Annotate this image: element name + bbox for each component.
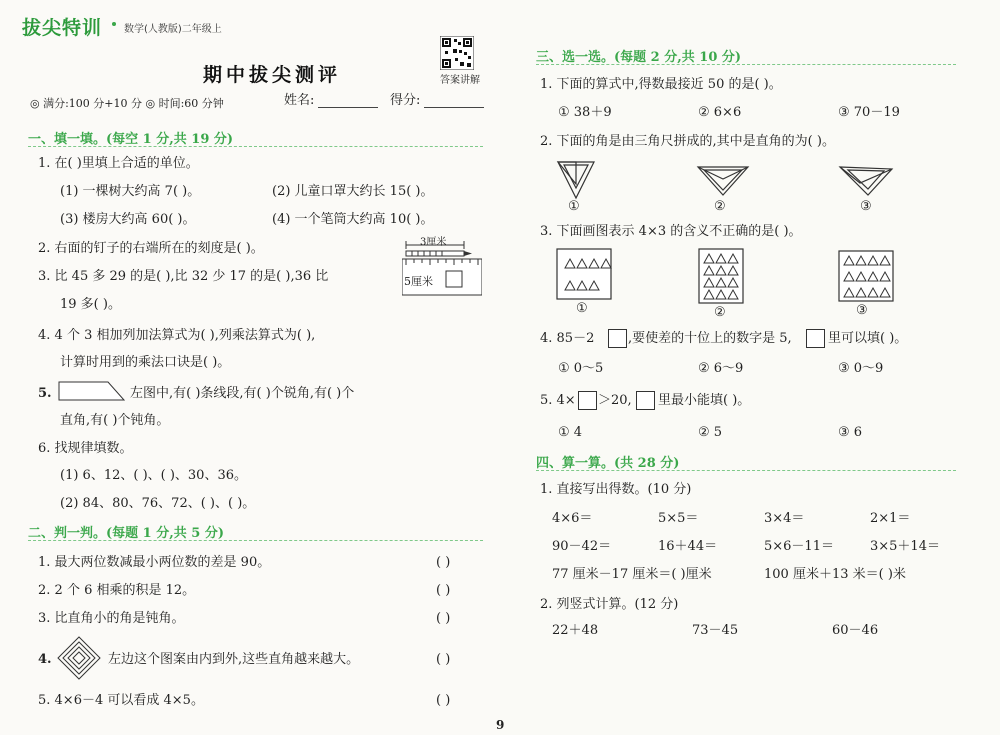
- calc-item: 77 厘米－17 厘米＝( )厘米: [552, 567, 712, 582]
- choose-q4-part2: ,要使差的十位上的数字是 5,: [628, 331, 792, 346]
- qr-code-icon[interactable]: [440, 36, 474, 70]
- triangle-grid-3-icon: [838, 250, 894, 302]
- choose-q2-opt3[interactable]: ③: [860, 199, 872, 214]
- judge-q3: 3. 比直角小的角是钝角。: [38, 611, 185, 626]
- choose-q4-opt1[interactable]: ① 0～5: [558, 361, 604, 376]
- right-page: [500, 0, 1000, 735]
- fill-q1a: (1) 一棵树大约高 7( )。: [60, 184, 201, 199]
- choose-q5-part2: ＞20,: [598, 393, 632, 408]
- calc-item: 4×6＝: [552, 511, 593, 526]
- fill-q5-number: 5.: [38, 386, 52, 401]
- fill-q6b: (2) 84、80、76、72、( )、( )。: [60, 496, 256, 511]
- choose-q2: 2. 下面的角是由三角尺拼成的,其中是直角的为( )。: [540, 134, 835, 149]
- calc-item: 5×5＝: [658, 511, 699, 526]
- judge-q1-answer[interactable]: ( ): [436, 555, 451, 570]
- section-calc-title: 四、算一算。(共 28 分): [536, 456, 680, 471]
- calc-item: 22＋48: [552, 623, 599, 638]
- judge-q3-answer[interactable]: ( ): [436, 611, 451, 626]
- fill-q4a: 4. 4 个 3 相加列加法算式为( ),列乘法算式为( ),: [38, 328, 316, 343]
- choose-q2-opt1[interactable]: ①: [568, 199, 580, 214]
- set-square-angle-1-icon: [556, 160, 596, 202]
- calc-item: 73－45: [692, 623, 739, 638]
- section-fill-title: 一、填一填。(每空 1 分,共 19 分): [28, 132, 234, 147]
- set-square-angle-3-icon: [838, 165, 894, 199]
- judge-q5-answer[interactable]: ( ): [436, 693, 451, 708]
- calc-item: 3×4＝: [764, 511, 805, 526]
- section-divider: [28, 146, 483, 147]
- fill-q6: 6. 找规律填数。: [38, 441, 133, 456]
- name-label: 姓名:: [284, 93, 315, 108]
- choose-q5-opt2[interactable]: ② 5: [698, 425, 723, 440]
- fill-q1: 1. 在( )里填上合适的单位。: [38, 156, 199, 171]
- calc-item: 90－42＝: [552, 539, 612, 554]
- qr-label: 答案讲解: [440, 75, 480, 86]
- calc-q2: 2. 列竖式计算。(12 分): [540, 597, 679, 612]
- nested-angles-icon: [56, 635, 102, 681]
- answer-box[interactable]: [608, 329, 627, 348]
- triangle-grid-1-icon: [556, 248, 612, 300]
- judge-q4-answer[interactable]: ( ): [436, 652, 451, 667]
- fill-q6a: (1) 6、12、( )、( )、30、36。: [60, 468, 247, 483]
- choose-q1-opt1[interactable]: ① 38＋9: [558, 105, 612, 120]
- ruler-side-label: 5厘米: [404, 275, 433, 288]
- choose-q5-opt1[interactable]: ① 4: [558, 425, 583, 440]
- brand-logo: 拔尖特训: [22, 17, 103, 39]
- score-info: ◎ 满分:100 分+10 分 ◎ 时间:60 分钟: [30, 97, 224, 110]
- page-number: 9: [496, 718, 505, 732]
- subject-label: 数学(人教版)二年级上: [124, 24, 222, 35]
- section-judge-title: 二、判一判。(每题 1 分,共 5 分): [28, 526, 225, 541]
- choose-q1-opt3[interactable]: ③ 70－19: [838, 105, 900, 120]
- brand-dot: [112, 22, 116, 26]
- choose-q2-opt2[interactable]: ②: [714, 199, 726, 214]
- choose-q1-opt2[interactable]: ② 6×6: [698, 105, 742, 120]
- score-label: 得分:: [390, 93, 421, 108]
- choose-q3: 3. 下面画图表示 4×3 的含义不正确的是( )。: [540, 224, 802, 239]
- fill-q1d: (4) 一个笔筒大约高 10( )。: [272, 212, 434, 227]
- section-divider: [536, 470, 956, 471]
- choose-q4-opt3[interactable]: ③ 0～9: [838, 361, 884, 376]
- calc-q1: 1. 直接写出得数。(10 分): [540, 482, 692, 497]
- judge-q2: 2. 2 个 6 相乘的积是 12。: [38, 583, 196, 598]
- calc-item: 2×1＝: [870, 511, 911, 526]
- triangle-grid-2-icon: [698, 248, 744, 304]
- answer-box[interactable]: [636, 391, 655, 410]
- fill-q3b: 19 多( )。: [60, 297, 121, 312]
- trapezoid-icon: [58, 381, 126, 401]
- judge-q5: 5. 4×6－4 可以看成 4×5。: [38, 693, 204, 708]
- answer-box[interactable]: [806, 329, 825, 348]
- score-field[interactable]: [424, 107, 484, 108]
- set-square-angle-2-icon: [696, 165, 750, 199]
- ruler-top-label: 3厘米: [420, 237, 447, 248]
- fill-q1c: (3) 楼房大约高 60( )。: [60, 212, 196, 227]
- fill-q5a: 左图中,有( )条线段,有( )个锐角,有( )个: [130, 386, 355, 401]
- choose-q5-part1: 5. 4×: [540, 393, 576, 408]
- fill-q4b: 计算时用到的乘法口诀是( )。: [60, 355, 231, 370]
- answer-box[interactable]: [578, 391, 597, 410]
- choose-q4-part3: 里可以填( )。: [828, 331, 908, 346]
- calc-item: 5×6－11＝: [764, 539, 834, 554]
- section-choose-title: 三、选一选。(每题 2 分,共 10 分): [536, 50, 742, 65]
- section-divider: [28, 540, 483, 541]
- choose-q1: 1. 下面的算式中,得数最接近 50 的是( )。: [540, 77, 782, 92]
- choose-q4-opt2[interactable]: ② 6～9: [698, 361, 744, 376]
- fill-q2: 2. 右面的钉子的右端所在的刻度是( )。: [38, 241, 264, 256]
- name-field[interactable]: [318, 107, 378, 108]
- calc-item: 100 厘米＋13 米＝( )米: [764, 567, 906, 582]
- fill-q5b: 直角,有( )个钝角。: [60, 413, 170, 428]
- fill-q1b: (2) 儿童口罩大约长 15( )。: [272, 184, 434, 199]
- choose-q3-opt2[interactable]: ②: [714, 305, 726, 320]
- choose-q3-opt1[interactable]: ①: [576, 301, 588, 316]
- choose-q5-part3: 里最小能填( )。: [658, 393, 751, 408]
- choose-q5-opt3[interactable]: ③ 6: [838, 425, 863, 440]
- choose-q4-part1: 4. 85－2: [540, 331, 595, 346]
- calc-item: 16＋44＝: [658, 539, 718, 554]
- page-title: 期中拔尖测评: [203, 64, 342, 86]
- ruler-figure: [402, 233, 482, 297]
- judge-q1: 1. 最大两位数减最小两位数的差是 90。: [38, 555, 271, 570]
- judge-q4-number: 4.: [38, 652, 52, 667]
- choose-q3-opt3[interactable]: ③: [856, 303, 868, 318]
- judge-q4: 左边这个图案由内到外,这些直角越来越大。: [108, 652, 360, 667]
- judge-q2-answer[interactable]: ( ): [436, 583, 451, 598]
- fill-q3a: 3. 比 45 多 29 的是( ),比 32 少 17 的是( ),36 比: [38, 269, 329, 284]
- calc-item: 60－46: [832, 623, 879, 638]
- section-divider: [536, 64, 956, 65]
- calc-item: 3×5＋14＝: [870, 539, 940, 554]
